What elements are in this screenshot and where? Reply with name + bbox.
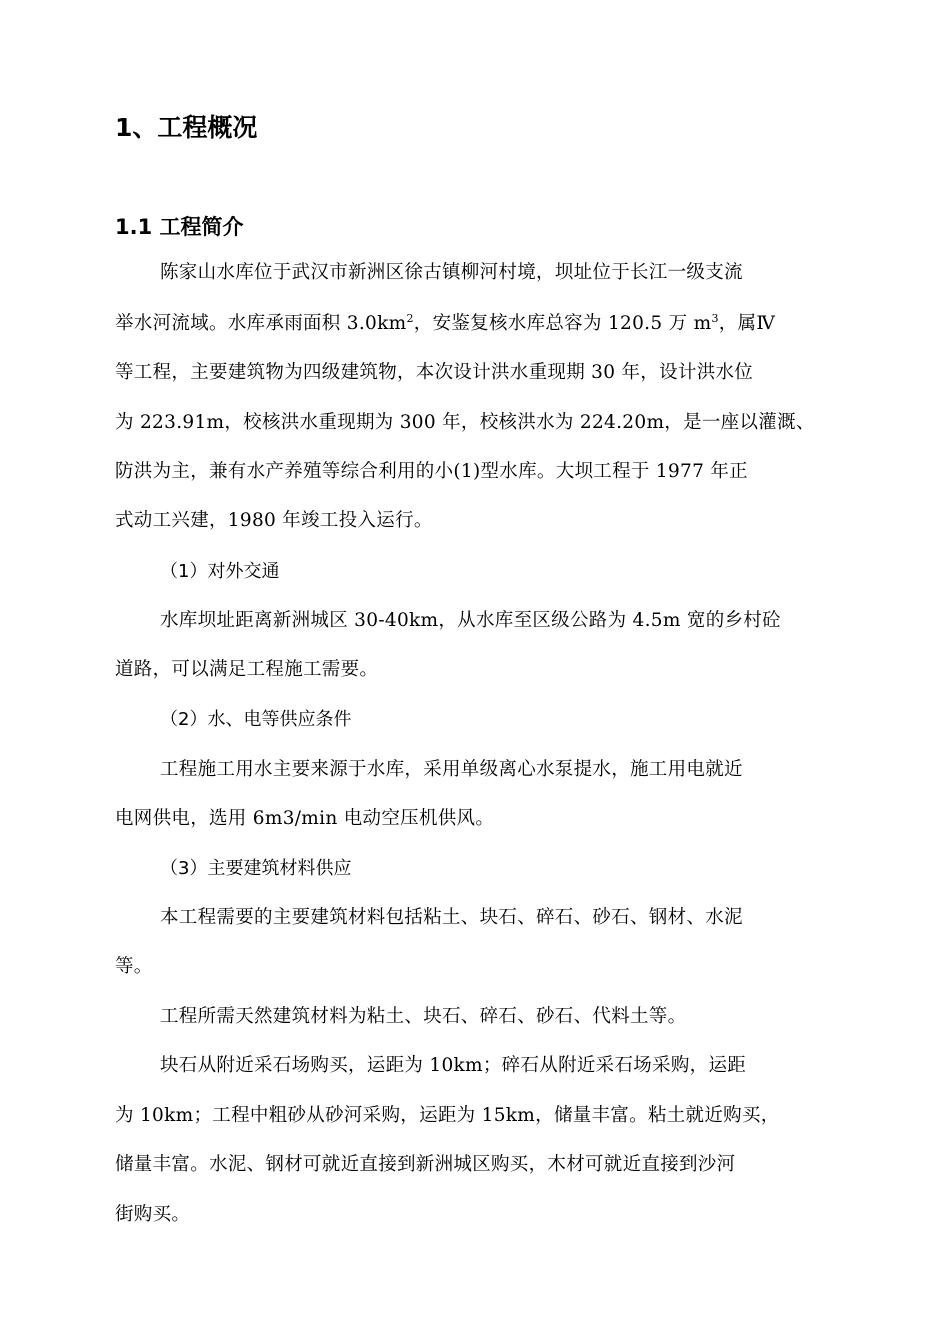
materials-p1-line-1: 本工程需要的主要建筑材料包括粘土、块石、碎石、砂石、钢材、水泥: [160, 907, 743, 928]
supply-line-2: 电网供电，选用 6m3/min 电动空压机供风。: [115, 808, 495, 829]
materials-p3-line-2: 为 10km；工程中粗砂从砂河采购，运距为 15km，储量丰富。粘土就近购买，: [115, 1105, 780, 1126]
intro-line-6: 式动工兴建，1980 年竣工投入运行。: [115, 510, 433, 531]
materials-p3-line-4: 街购买。: [115, 1204, 191, 1225]
intro-line-2-text-a: 举水河流域。水库承雨面积 3.0km: [115, 313, 407, 334]
superscript-volume: 3: [711, 312, 719, 325]
materials-title: （3）主要建筑材料供应: [160, 858, 352, 879]
intro-line-2: [115, 312, 776, 334]
superscript-area: 2: [406, 312, 414, 325]
intro-line-2-text-c: ，属Ⅳ: [718, 313, 776, 334]
intro-line-4: 为 223.91m，校核洪水重现期为 300 年，校核洪水为 224.20m，是一座以灌溉、: [115, 412, 815, 433]
materials-p2-line-1: 工程所需天然建筑材料为粘土、块石、碎石、砂石、代料土等。: [160, 1006, 687, 1027]
section-heading: 1、工程概况: [115, 113, 258, 142]
materials-p3-line-3: 储量丰富。水泥、钢材可就近直接到新洲城区购买，木材可就近直接到沙河: [115, 1154, 736, 1175]
intro-line-1: 陈家山水库位于武汉市新洲区徐古镇柳河村境，坝址位于长江一级支流: [160, 262, 743, 283]
traffic-line-2: 道路，可以满足工程施工需要。: [115, 659, 379, 680]
supply-title: （2）水、电等供应条件: [160, 709, 352, 730]
supply-line-1: 工程施工用水主要来源于水库，采用单级离心水泵提水，施工用电就近: [160, 759, 743, 780]
traffic-title: （1）对外交通: [160, 561, 280, 582]
materials-p3-line-1: 块石从附近采石场购买，运距为 10km；碎石从附近采石场采购，运距: [160, 1055, 747, 1076]
materials-p1-line-2: 等。: [115, 956, 153, 977]
intro-line-3: 等工程，主要建筑物为四级建筑物，本次设计洪水重现期 30 年，设计洪水位: [115, 362, 754, 383]
subsection-heading: 1.1 工程简介: [115, 215, 244, 239]
intro-line-2-text-b: ，安鉴复核水库总容为 120.5 万 m: [413, 313, 712, 334]
traffic-line-1: 水库坝址距离新洲城区 30-40km，从水库至区级公路为 4.5m 宽的乡村砼: [160, 610, 781, 631]
intro-line-5: 防洪为主，兼有水产养殖等综合利用的小(1)型水库。大坝工程于 1977 年正: [115, 461, 748, 482]
